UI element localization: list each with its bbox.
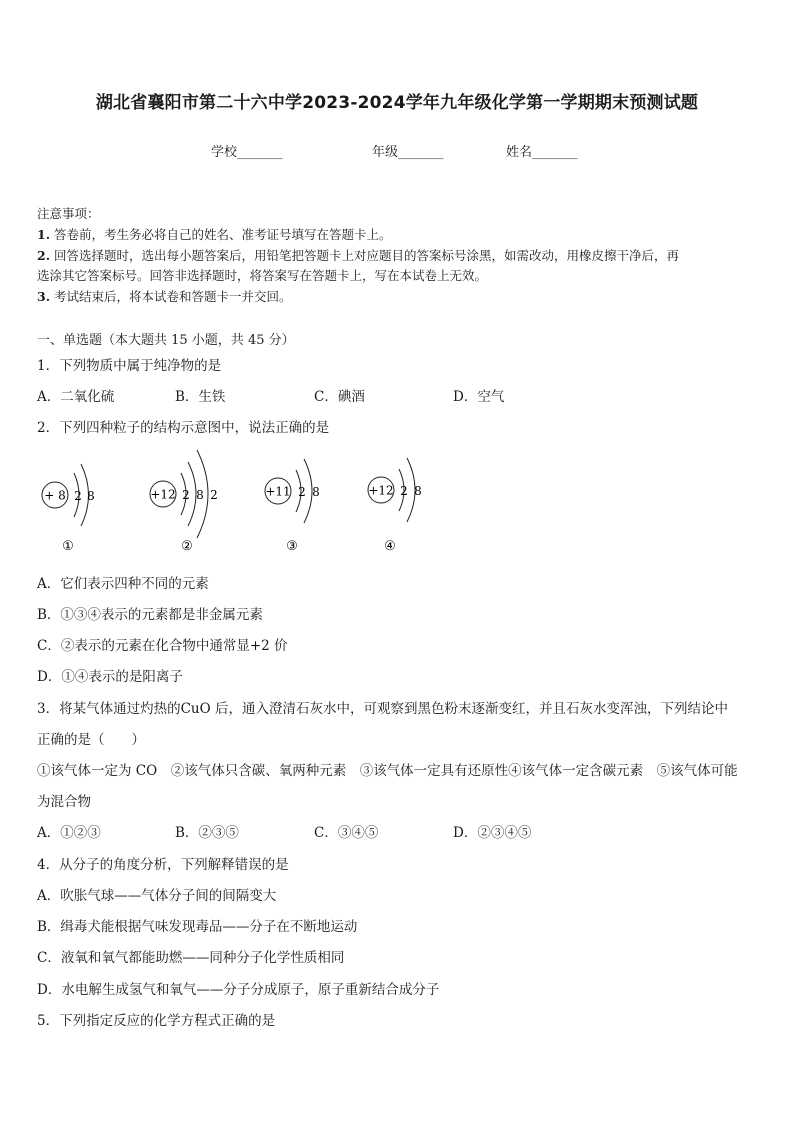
- q4-option-c: C．液氧和氧气都能助燃——同种分子化学性质相同: [37, 950, 345, 966]
- q3-statements-continued: 为混合物: [37, 794, 91, 810]
- diagram-1-shell-2: 8: [87, 489, 95, 503]
- diagram-3-shell-2: 8: [312, 485, 320, 499]
- q2-option-a: A．它们表示四种不同的元素: [37, 576, 209, 592]
- diagram-3-nucleus: +11: [265, 484, 291, 499]
- diagram-4-shell-1: 2: [400, 484, 408, 498]
- q3-option-b: B．②③⑤: [175, 825, 239, 841]
- note-item-2-continued: 选涂其它答案标号。回答非选择题时，将答案写在答题卡上，写在本试卷上无效。: [37, 268, 488, 283]
- section-heading: 一、单选题（本大题共 15 小题，共 45 分）: [37, 333, 295, 348]
- name-field: 姓名_______: [506, 145, 578, 160]
- note-item-2: 2. 回答选择题时，选出每小题答案后，用铅笔把答题卡上对应题目的答案标号涂黑，如需改动，用橡皮擦干净后，再: [37, 248, 680, 263]
- note-item-1: 1. 答卷前，考生务必将自己的姓名、准考证号填写在答题卡上。: [37, 227, 392, 242]
- q1-option-a: A．二氧化硫: [37, 389, 115, 405]
- q4-option-b: B．缉毒犬能根据气味发现毒品——分子在不断地运动: [37, 919, 358, 935]
- q1-option-b: B．生铁: [175, 389, 226, 405]
- q3-option-d: D．②③④⑤: [453, 825, 532, 841]
- diagram-4-shell-2: 8: [414, 484, 422, 498]
- grade-field: 年级_______: [372, 145, 444, 160]
- q2-option-c: C．②表示的元素在化合物中通常显+2 价: [37, 638, 288, 654]
- diagram-1-label: ①: [62, 539, 74, 554]
- page-title: 湖北省襄阳市第二十六中学2023-2024学年九年级化学第一学期期末预测试题: [95, 93, 699, 113]
- diagram-1-shell-1: 2: [74, 489, 82, 503]
- q1-option-c: C．碘酒: [314, 389, 365, 405]
- q4-option-a: A．吹胀气球——气体分子间的间隔变大: [37, 888, 277, 904]
- q2-stem: 2．下列四种粒子的结构示意图中，说法正确的是: [37, 420, 330, 436]
- note-item-3: 3. 考试结束后，将本试卷和答题卡一并交回。: [37, 289, 292, 304]
- diagram-4: [368, 458, 422, 554]
- diagram-1: [42, 464, 95, 554]
- diagram-3-label: ③: [286, 539, 298, 554]
- notes-heading: 注意事项：: [37, 206, 100, 221]
- q4-stem: 4．从分子的角度分析，下列解释错误的是: [37, 857, 289, 873]
- q3-option-a: A．①②③: [37, 825, 101, 841]
- diagram-2-label: ②: [181, 539, 193, 554]
- diagram-4-nucleus: +12: [368, 483, 394, 498]
- diagram-3-shell-1: 2: [298, 485, 306, 499]
- diagram-2-shell-3: 2: [210, 488, 218, 502]
- q3-stem-continued: 正确的是（ ）: [37, 732, 145, 748]
- q1-option-d: D．空气: [453, 389, 505, 405]
- atomic-structure-diagrams: [0, 440, 794, 565]
- q3-statements: ①该气体一定为 CO ②该气体只含碳、氧两种元素 ③该气体一定具有还原性④该气体一定含碳元素 ⑤该气体可能: [37, 763, 738, 779]
- diagram-4-label: ④: [384, 539, 396, 554]
- diagram-2-shell-1: 2: [182, 488, 190, 502]
- diagram-2-nucleus: +12: [150, 487, 176, 502]
- school-field: 学校_______: [211, 145, 283, 160]
- q3-stem: 3．将某气体通过灼热的CuO 后，通入澄清石灰水中，可观察到黑色粉末逐渐变红，并且石灰水变浑浊，下列结论中: [37, 701, 728, 717]
- diagram-2: [150, 450, 218, 554]
- diagram-1-nucleus: + 8: [44, 488, 66, 503]
- q3-option-c: C．③④⑤: [314, 825, 379, 841]
- q2-option-b: B．①③④表示的元素都是非金属元素: [37, 607, 263, 623]
- diagram-2-shell-2: 8: [196, 488, 204, 502]
- q5-stem: 5．下列指定反应的化学方程式正确的是: [37, 1013, 276, 1029]
- q4-option-d: D．水电解生成氢气和氧气——分子分成原子，原子重新结合成分子: [37, 982, 440, 998]
- q2-option-d: D．①④表示的是阳离子: [37, 669, 183, 685]
- diagram-3: [265, 459, 320, 554]
- q1-stem: 1．下列物质中属于纯净物的是: [37, 358, 222, 374]
